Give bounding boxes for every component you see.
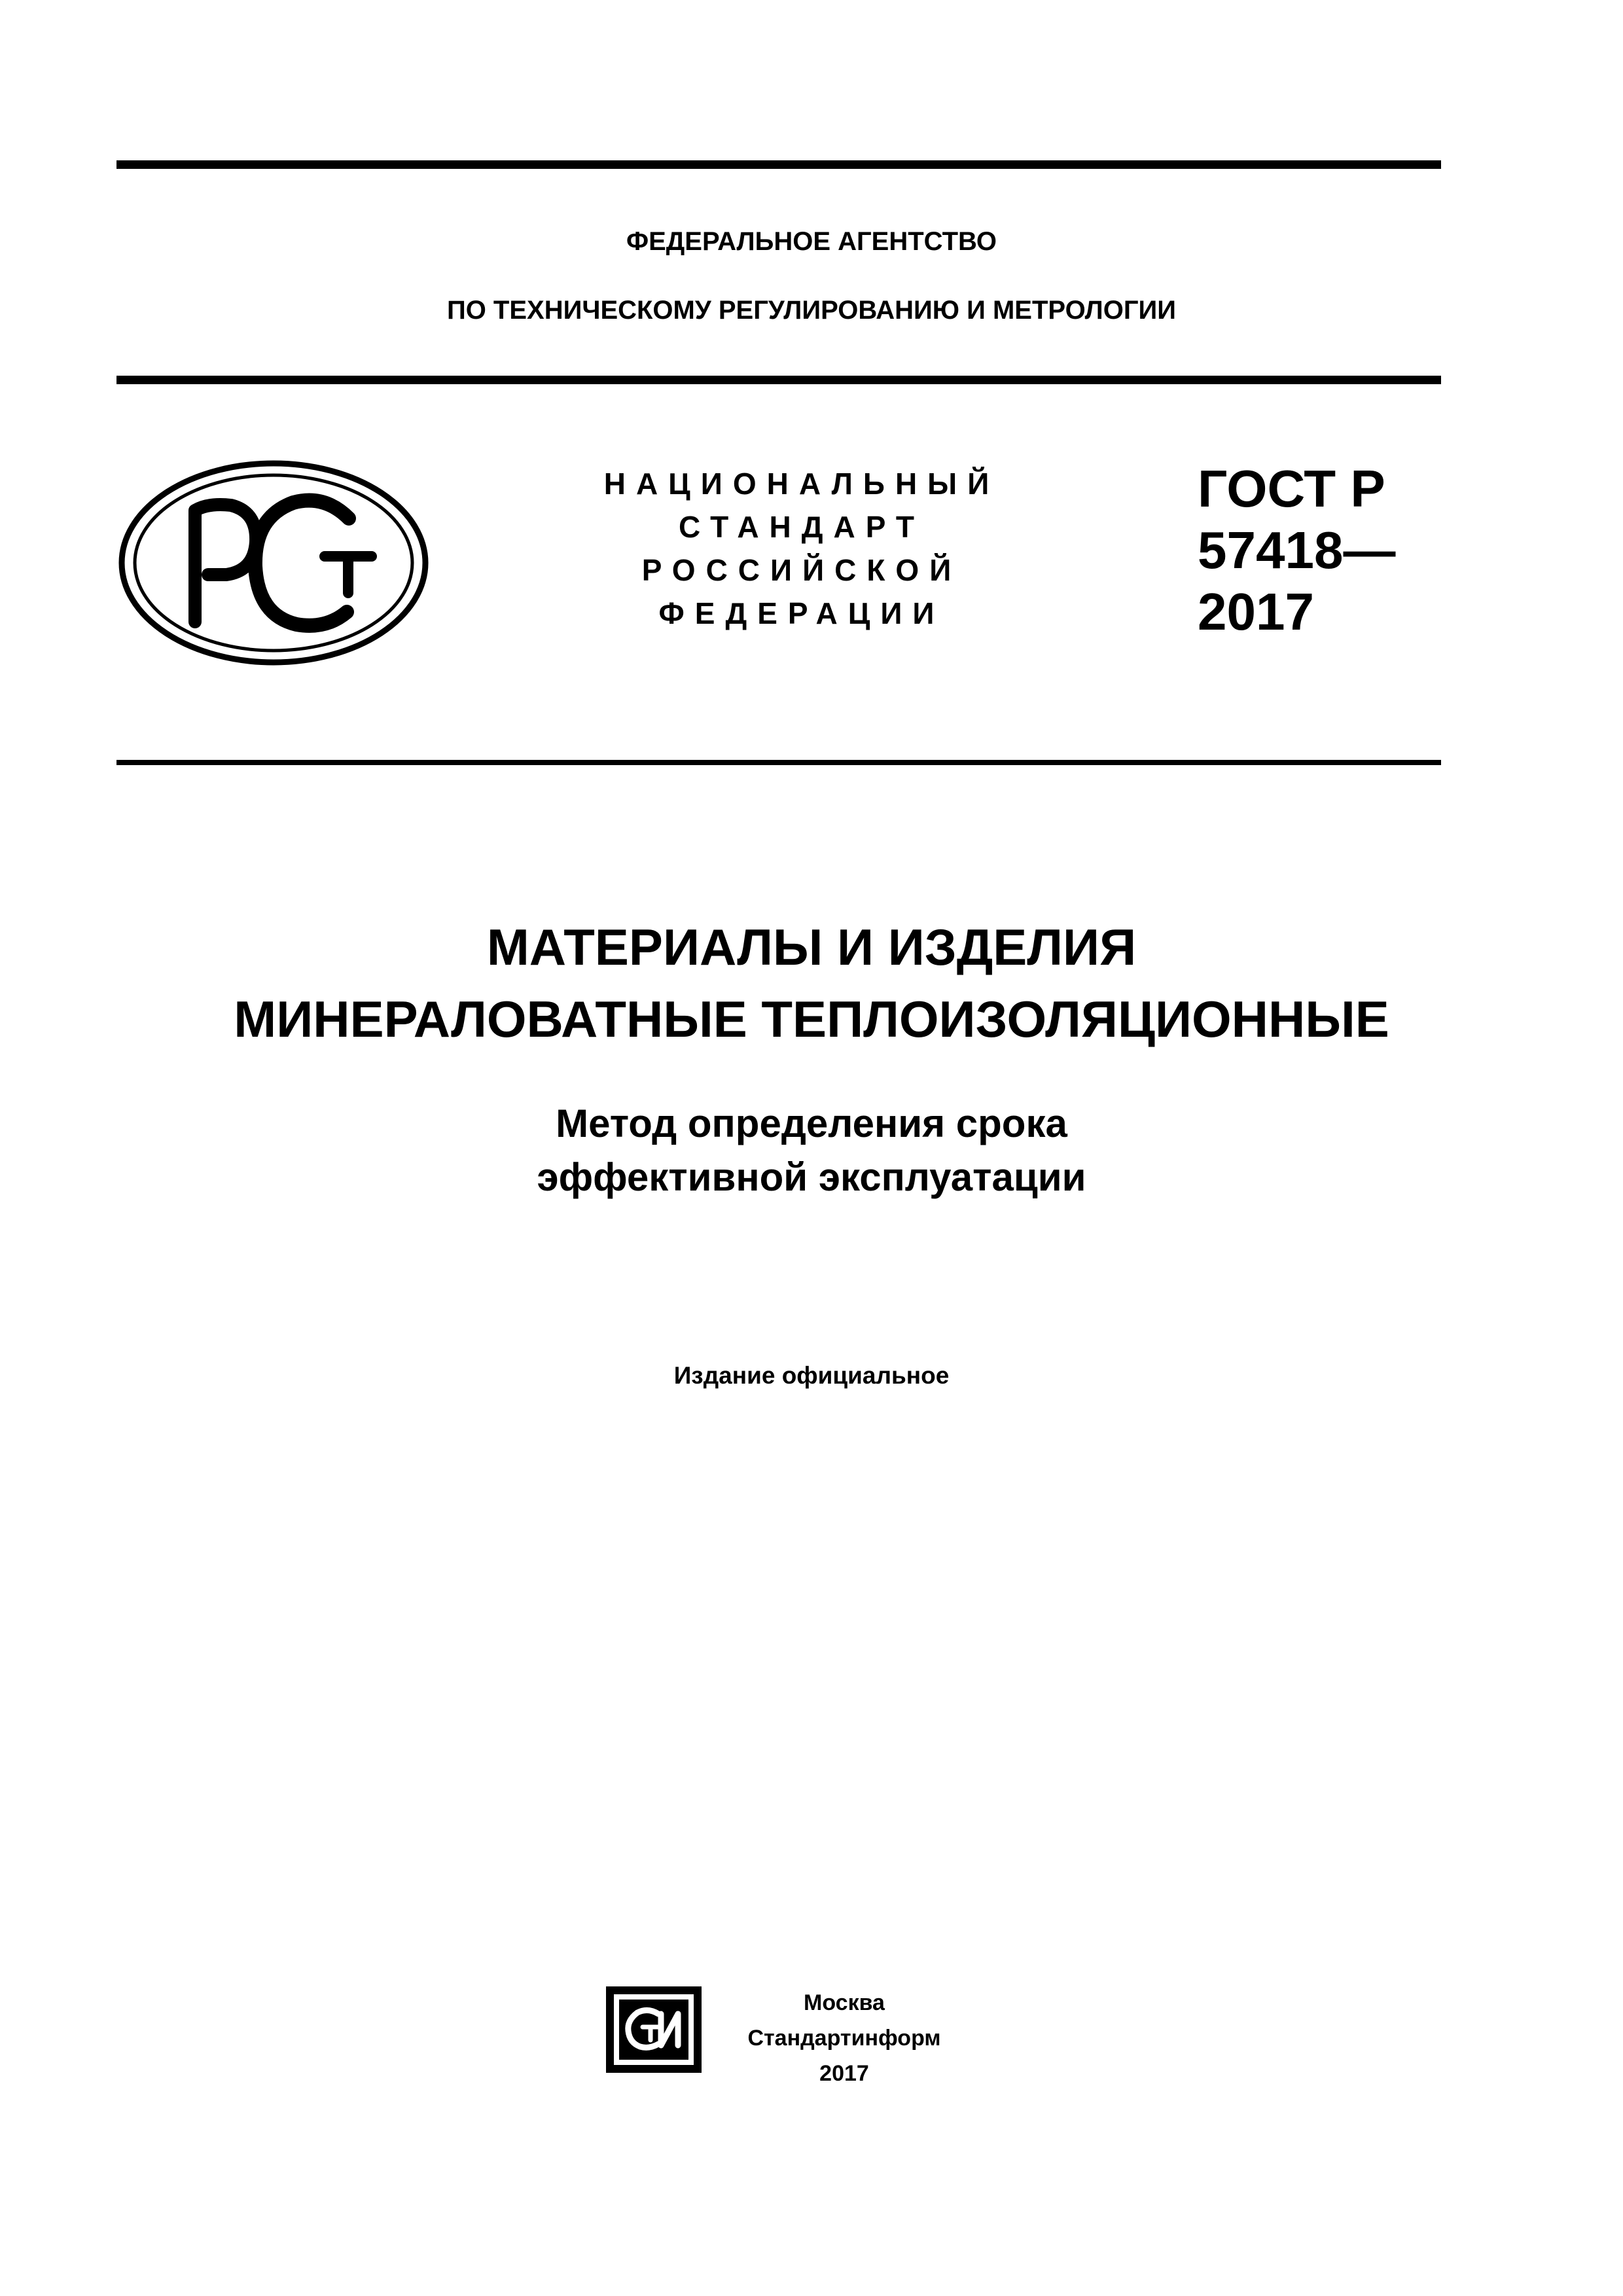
agency-line-1: ФЕДЕРАЛЬНОЕ АГЕНТСТВО	[626, 227, 997, 256]
title-line: МИНЕРАЛОВАТНЫЕ ТЕПЛОИЗОЛЯЦИОННЫЕ	[234, 990, 1389, 1048]
standard-type-line: ФЕДЕРАЦИИ	[658, 596, 945, 630]
header-rule	[116, 376, 1441, 384]
agency-line-2: ПО ТЕХНИЧЕСКОМУ РЕГУЛИРОВАНИЮ И МЕТРОЛОГИИ	[446, 296, 1177, 325]
designation-line: ГОСТ Р	[1198, 459, 1385, 518]
divider-rule	[116, 760, 1441, 765]
standartinform-logo-icon	[605, 1985, 703, 2074]
publisher-block	[733, 1985, 955, 2091]
standard-type-line: НАЦИОНАЛЬНЫЙ	[603, 467, 1000, 501]
standard-type-line: СТАНДАРТ	[679, 510, 925, 544]
subtitle-line: Метод определения срока	[556, 1102, 1067, 1145]
document-subtitle	[0, 1097, 1623, 1204]
top-rule	[116, 160, 1441, 169]
publisher-year: 2017	[819, 2061, 869, 2086]
edition-label: Издание официальное	[673, 1362, 950, 1389]
publisher-city: Москва	[804, 1990, 885, 2015]
title-line: МАТЕРИАЛЫ И ИЗДЕЛИЯ	[486, 918, 1137, 976]
publisher-name: Стандартинформ	[747, 2026, 941, 2051]
designation-line: 2017	[1198, 583, 1314, 641]
gost-designation	[1198, 458, 1395, 643]
standard-type-line: РОССИЙСКОЙ	[641, 553, 962, 587]
standard-type	[497, 462, 1106, 635]
subtitle-line: эффективной эксплуатации	[537, 1155, 1086, 1199]
designation-line: 57418—	[1198, 521, 1396, 579]
document-title	[0, 911, 1623, 1055]
rst-logo-icon	[116, 458, 431, 668]
